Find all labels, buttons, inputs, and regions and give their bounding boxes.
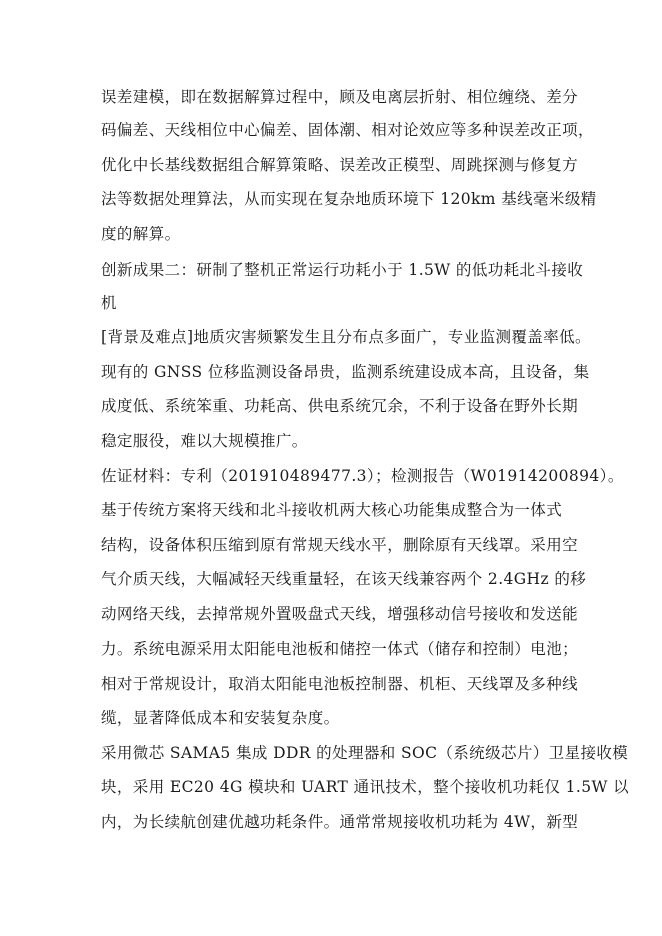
text-line: 成度低、系统笨重、功耗高、供电系统冗余，不利于设备在野外长期 [101,397,579,415]
text-line: 现有的 GNSS 位移监测设备昂贵，监测系统建设成本高，且设备，集 [101,363,590,381]
text-line: 码偏差、天线相位中心偏差、固体潮、相对论效应等多种误差改正项， [101,121,594,139]
text-line: 优化中长基线数据组合解算策略、误差改正模型、周跳探测与修复方 [101,156,579,174]
section-heading-line: 创新成果二：研制了整机正常运行功耗小于 1.5W 的低功耗北斗接收 [101,261,584,279]
text-line: 相对于常规设计，取消太阳能电池板控制器、机柜、天线罩及多种线 [101,675,579,693]
section-heading-line: 机 [101,294,117,312]
text-line: 结构，设备体积压缩到原有常规天线水平，删除原有天线罩。采用空 [101,536,579,554]
text-line: 力。系统电源采用太阳能电池板和储控一体式（储存和控制）电池； [101,640,579,658]
text-line: 度的解算。 [101,225,181,243]
text-line: 内，为长续航创建优越功耗条件。通常常规接收机功耗为 4W，新型 [101,813,579,831]
text-line: 缆，显著降低成本和安装复杂度。 [101,709,340,727]
text-line: 采用微芯 SAMA5 集成 DDR 的处理器和 SOC（系统级芯片）卫星接收模 [101,744,629,762]
evidence-line: 佐证材料：专利（201910489477.3）；检测报告（W01914200894）。 [101,467,624,485]
text-line: 误差建模，即在数据解算过程中，顾及电离层折射、相位缠绕、差分 [101,88,579,106]
text-line: 法等数据处理算法，从而实现在复杂地质环境下 120km 基线毫米级精 [101,190,597,208]
text-line: [背景及难点]地质灾害频繁发生且分布点多面广，专业监测覆盖率低。 [101,328,591,346]
text-line: 稳定服役，难以大规模推广。 [101,432,308,450]
text-line: 气介质天线，大幅减轻天线重量轻，在该天线兼容两个 2.4GHz 的移 [101,570,587,588]
text-line: 动网络天线，去掉常规外置吸盘式天线，增强移动信号接收和发送能 [101,605,579,623]
text-line: 块，采用 EC20 4G 模块和 UART 通讯技术，整个接收机功耗仅 1.5W 以 [101,778,630,796]
text-line: 基于传统方案将天线和北斗接收机两大核心功能集成整合为一体式 [101,501,563,519]
